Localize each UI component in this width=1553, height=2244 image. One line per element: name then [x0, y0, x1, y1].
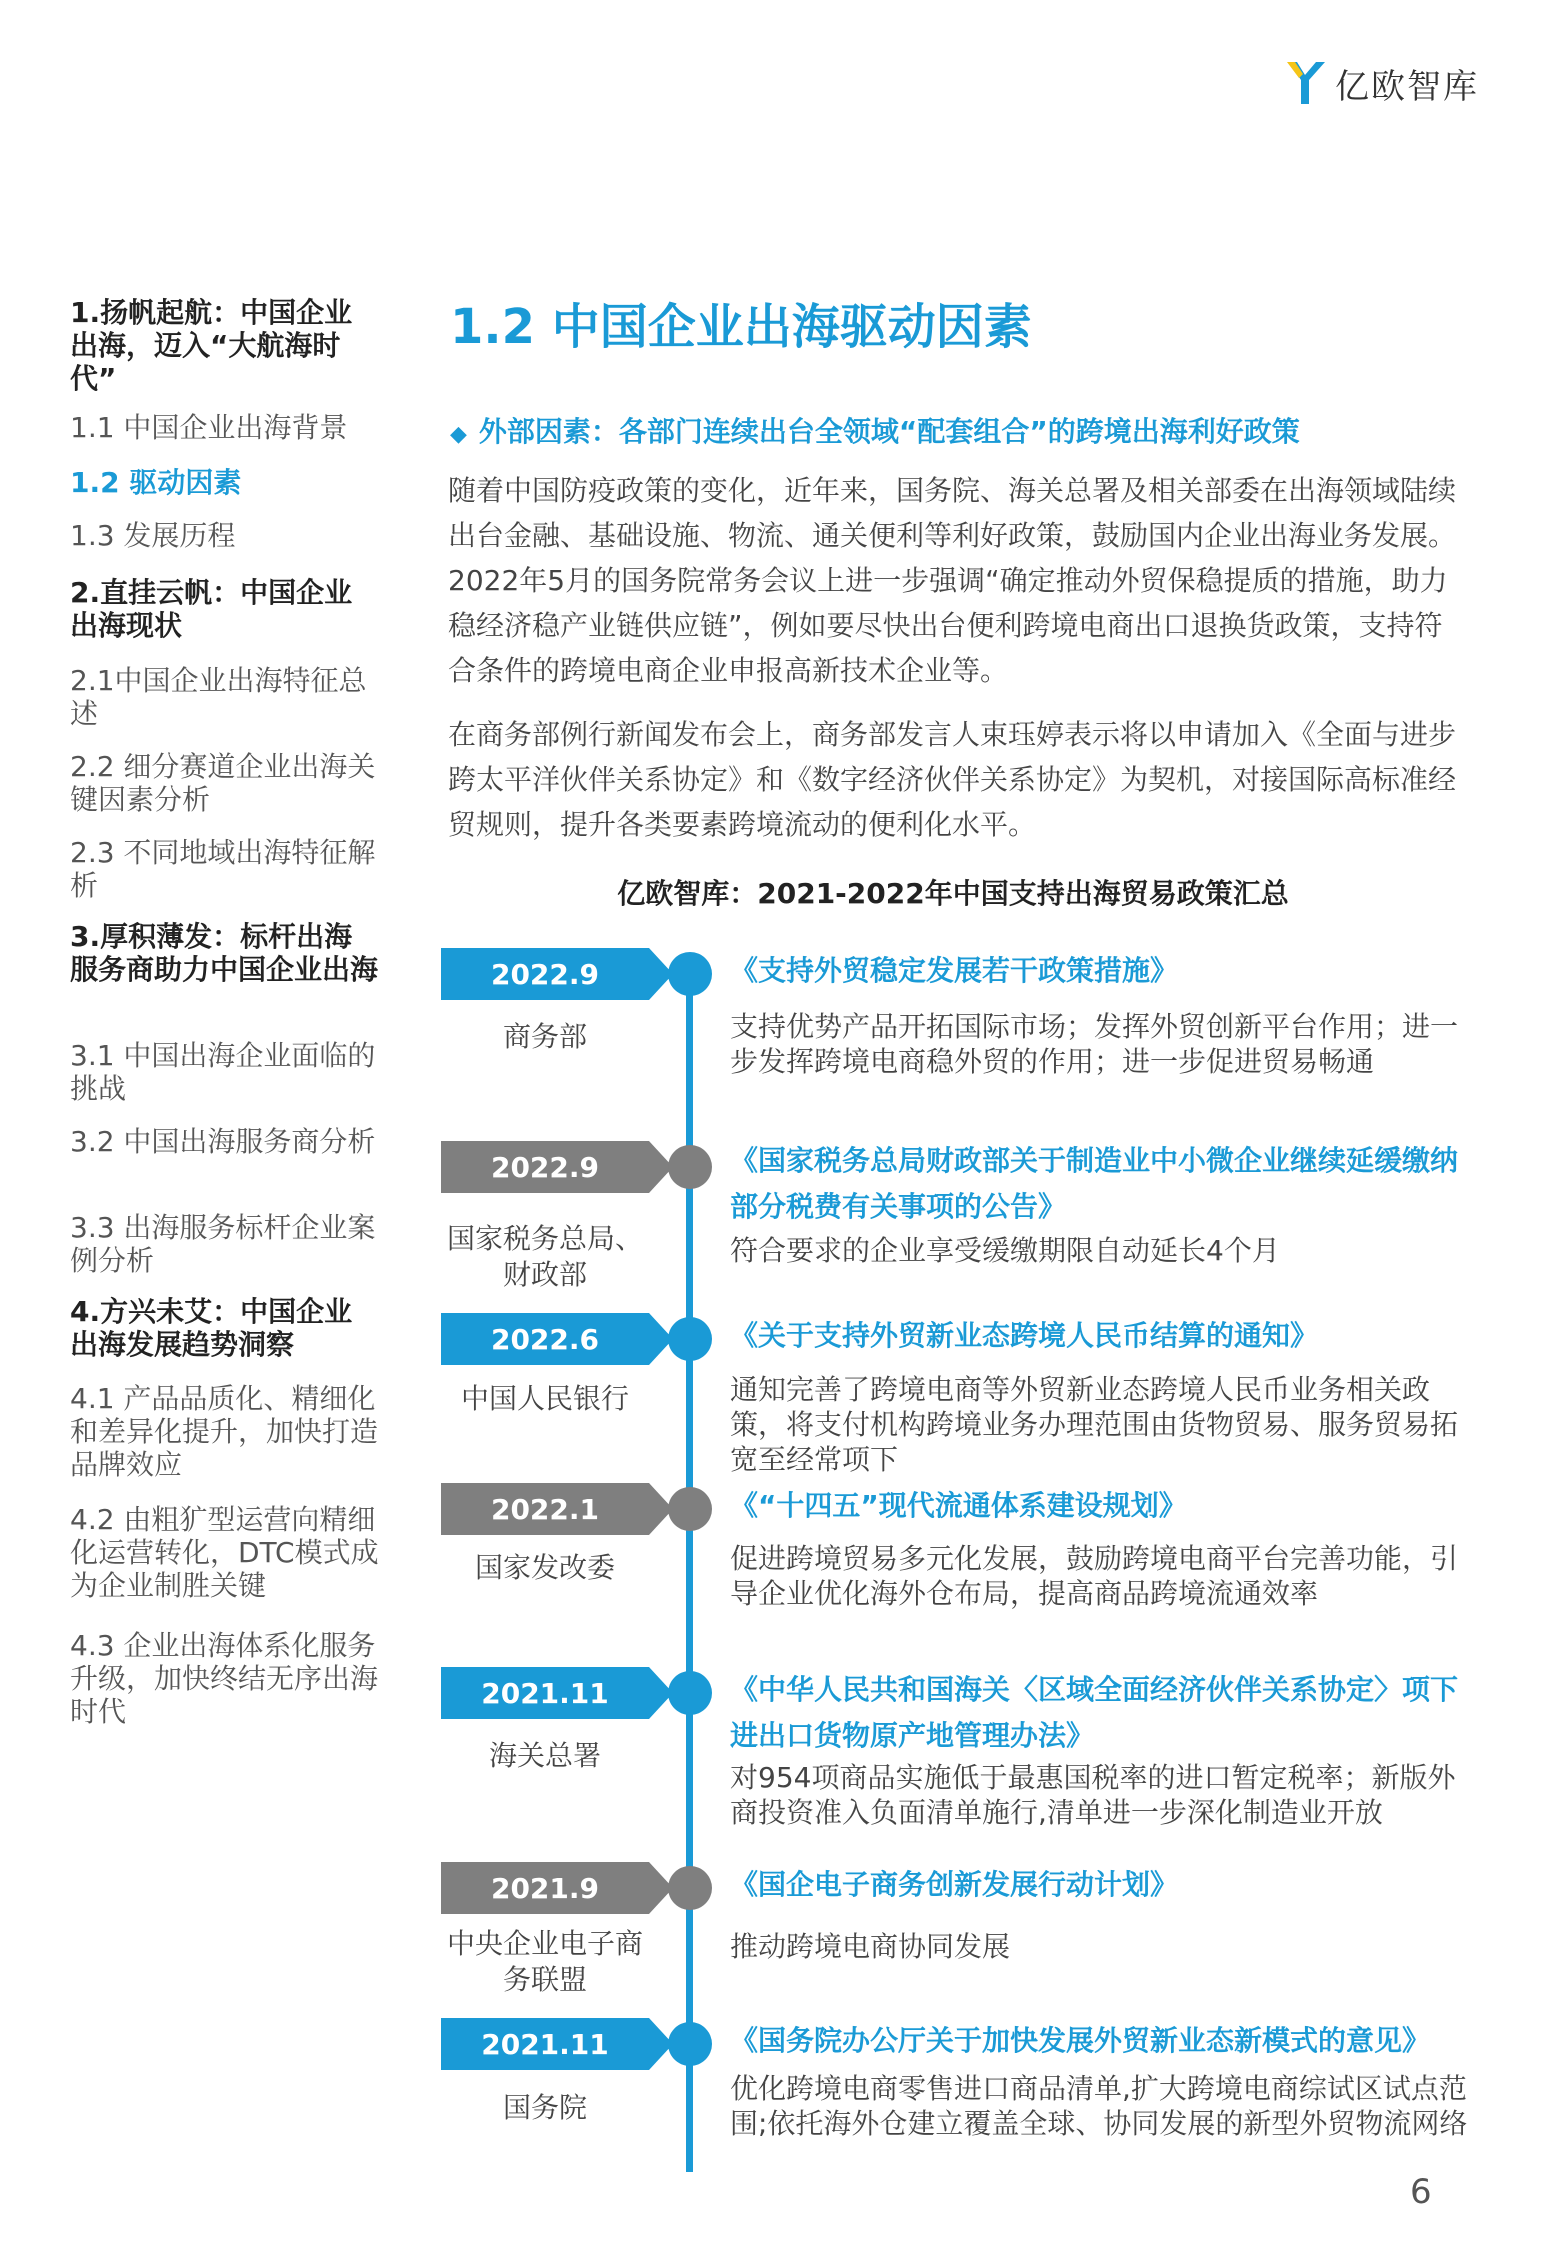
section-subheading	[450, 410, 1300, 450]
timeline-dot	[668, 1317, 712, 1361]
timeline-date-badge: 2022.1	[441, 1483, 649, 1535]
subheading-text: 外部因素：各部门连续出台全领域“配套组合”的跨境出海利好政策	[478, 415, 1300, 448]
timeline-policy-title: 《“十四五”现代流通体系建设规划》	[730, 1489, 1187, 1522]
timeline-date-badge: 2022.9	[441, 1141, 649, 1193]
timeline-policy-desc: 推动跨境电商协同发展	[730, 1930, 1011, 1963]
timeline-org: 中国人民银行	[460, 1382, 629, 1415]
timeline-policy-title: 《中华人民共和国海关〈区域全面经济伙伴关系协定〉项下进出口货物原产地管理办法》	[730, 1673, 1459, 1752]
timeline-org: 海关总署	[488, 1739, 601, 1772]
nav-item[interactable]: 3.3 出海服务标杆企业案例分析	[70, 1211, 376, 1277]
timeline-date-badge: 2021.11	[441, 1667, 649, 1719]
timeline-org: 中央企业电子商务联盟	[446, 1927, 643, 1996]
timeline-date-badge: 2022.6	[441, 1313, 649, 1365]
brand-logo-icon	[1285, 58, 1329, 108]
timeline-policy-title: 《国企电子商务创新发展行动计划》	[730, 1868, 1179, 1901]
timeline-policy-title: 《国家税务总局财政部关于制造业中小微企业继续延缓缴纳部分税费有关事项的公告》	[730, 1144, 1459, 1223]
timeline-dot	[668, 1145, 712, 1189]
timeline-org: 国家发改委	[474, 1551, 615, 1584]
brand-name: 亿欧智库	[1335, 66, 1479, 107]
nav-item[interactable]: 3.2 中国出海服务商分析	[70, 1125, 376, 1158]
timeline-policy-title: 《支持外贸稳定发展若干政策措施》	[730, 954, 1179, 987]
timeline-dot	[668, 1671, 712, 1715]
body-paragraph: 随着中国防疫政策的变化，近年来，国务院、海关总署及相关部委在出海领域陆续出台金融、基础设施、物流、通关便利等利好政策，鼓励国内企业出海业务发展。2022年5月的国务院常务会议上进一步强调“确定推动外贸保稳提质的措施，助力稳经济稳产业链供应链”，例如要尽快出台便利跨境电商出口退换货政策，支持符合条件的跨境电商企业申报高新技术企业等。	[448, 474, 1457, 687]
timeline-org: 国务院	[502, 2091, 587, 2124]
timeline-policy-title: 《关于支持外贸新业态跨境人民币结算的通知》	[730, 1319, 1319, 1352]
timeline-org: 商务部	[502, 1020, 587, 1053]
timeline-dot	[668, 2022, 712, 2066]
timeline-policy-desc: 优化跨境电商零售进口商品清单,扩大跨境电商综试区试点范围;依托海外仓建立覆盖全球、协同发展的新型外贸物流网络	[730, 2072, 1468, 2140]
timeline-org: 国家税务总局、财政部	[446, 1222, 643, 1291]
timeline-policy-desc: 促进跨境贸易多元化发展，鼓励跨境电商平台完善功能，引导企业优化海外仓布局，提高商品跨境流通效率	[730, 1542, 1459, 1610]
nav-item[interactable]: 4.3 企业出海体系化服务升级，加快终结无序出海时代	[70, 1629, 379, 1728]
timeline-dot	[668, 1487, 712, 1531]
timeline-date-badge: 2021.9	[441, 1862, 649, 1914]
nav-item-active[interactable]: 1.2 驱动因素	[70, 466, 242, 499]
timeline-date-badge: 2022.9	[441, 948, 649, 1000]
brand-logo	[1285, 58, 1479, 108]
timeline-policy-title: 《国务院办公厅关于加快发展外贸新业态新模式的意见》	[730, 2024, 1431, 2057]
nav-item[interactable]: 2.直挂云帆：中国企业出海现状	[70, 576, 353, 642]
nav-item[interactable]: 2.2 细分赛道企业出海关键因素分析	[70, 750, 376, 816]
page-number: 6	[1410, 2172, 1432, 2212]
nav-item[interactable]: 2.1中国企业出海特征总述	[70, 664, 367, 730]
timeline-policy-desc: 对954项商品实施低于最惠国税率的进口暂定税率；新版外商投资准入负面清单施行,清单进一步深化制造业开放	[730, 1761, 1456, 1829]
nav-item[interactable]: 3.厚积薄发：标杆出海服务商助力中国企业出海	[70, 920, 379, 986]
body-paragraph: 在商务部例行新闻发布会上，商务部发言人束珏婷表示将以申请加入《全面与进步跨太平洋伙伴关系协定》和《数字经济伙伴关系协定》为契机，对接国际高标准经贸规则，提升各类要素跨境流动的便利化水平。	[448, 718, 1457, 841]
nav-item[interactable]: 2.3 不同地域出海特征解析	[70, 836, 376, 902]
nav-item[interactable]: 4.1 产品品质化、精细化和差异化提升，加快打造品牌效应	[70, 1382, 379, 1481]
nav-item[interactable]: 1.1 中国企业出海背景	[70, 411, 348, 444]
timeline-policy-desc: 符合要求的企业享受缓缴期限自动延长4个月	[730, 1234, 1280, 1267]
nav-item[interactable]: 1.3 发展历程	[70, 519, 236, 552]
diamond-bullet-icon: ◆	[450, 422, 467, 447]
timeline-policy-desc: 支持优势产品开拓国际市场；发挥外贸创新平台作用；进一步发挥跨境电商稳外贸的作用；进一步促进贸易畅通	[730, 1010, 1459, 1078]
timeline-date-badge: 2021.11	[441, 2018, 649, 2070]
nav-item[interactable]: 4.2 由粗犷型运营向精细化运营转化，DTC模式成为企业制胜关键	[70, 1503, 379, 1602]
timeline-dot	[668, 1866, 712, 1910]
timeline-dot	[668, 952, 712, 996]
nav-item[interactable]: 1.扬帆起航：中国企业出海，迈入“大航海时代”	[70, 296, 353, 395]
timeline-title: 亿欧智库：2021-2022年中国支持出海贸易政策汇总	[617, 877, 1289, 910]
nav-item[interactable]: 3.1 中国出海企业面临的挑战	[70, 1039, 376, 1105]
timeline-policy-desc: 通知完善了跨境电商等外贸新业态跨境人民币业务相关政策，将支付机构跨境业务办理范围由货物贸易、服务贸易拓宽至经常项下	[730, 1373, 1459, 1476]
page-title: 1.2 中国企业出海驱动因素	[450, 299, 1032, 355]
nav-item[interactable]: 4.方兴未艾：中国企业出海发展趋势洞察	[70, 1295, 353, 1361]
